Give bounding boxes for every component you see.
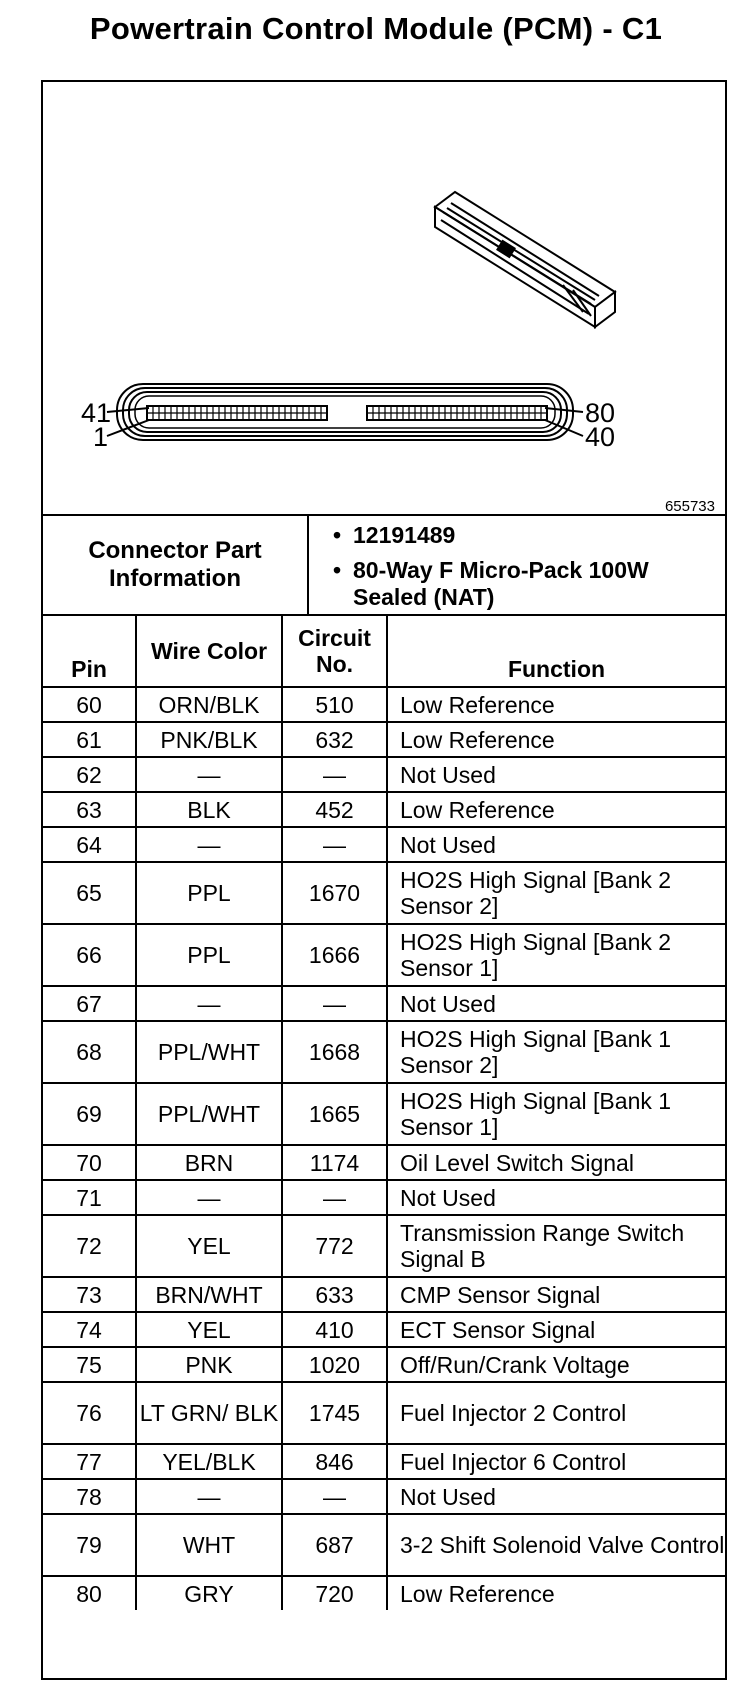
wire-color-cell: PNK bbox=[136, 1347, 282, 1382]
header-pin: Pin bbox=[43, 616, 136, 687]
figure-id: 655733 bbox=[664, 498, 715, 515]
table-row bbox=[43, 792, 725, 827]
table-row bbox=[43, 757, 725, 792]
circuit-cell: 632 bbox=[282, 722, 387, 757]
table-body bbox=[43, 687, 725, 1610]
header-wire-color: Wire Color bbox=[136, 616, 282, 687]
pin-cell: 61 bbox=[43, 722, 136, 757]
table-row bbox=[43, 1444, 725, 1479]
circuit-cell: 1665 bbox=[282, 1083, 387, 1145]
wire-color-cell: BRN/WHT bbox=[136, 1277, 282, 1312]
wire-color-cell: — bbox=[136, 1479, 282, 1514]
circuit-cell: 1670 bbox=[282, 862, 387, 924]
pinout-table bbox=[43, 616, 725, 1610]
function-cell: Not Used bbox=[387, 827, 725, 862]
table-row bbox=[43, 1083, 725, 1145]
wire-color-cell: — bbox=[136, 986, 282, 1021]
circuit-cell: 720 bbox=[282, 1576, 387, 1610]
wire-color-cell: — bbox=[136, 827, 282, 862]
wire-color-cell: BRN bbox=[136, 1145, 282, 1180]
function-cell: Not Used bbox=[387, 1180, 725, 1215]
function-cell: Off/Run/Crank Voltage bbox=[387, 1347, 725, 1382]
function-cell: Low Reference bbox=[387, 687, 725, 722]
circuit-cell: 633 bbox=[282, 1277, 387, 1312]
pin-cell: 76 bbox=[43, 1382, 136, 1444]
table-row bbox=[43, 687, 725, 722]
connector-sheet bbox=[41, 80, 727, 1680]
pin-cell: 60 bbox=[43, 687, 136, 722]
connector-info-details bbox=[309, 516, 725, 614]
table-row bbox=[43, 1145, 725, 1180]
function-cell: Low Reference bbox=[387, 722, 725, 757]
connector-3d-view bbox=[435, 192, 615, 327]
function-cell: CMP Sensor Signal bbox=[387, 1277, 725, 1312]
pin-cell: 70 bbox=[43, 1145, 136, 1180]
circuit-cell: 846 bbox=[282, 1444, 387, 1479]
function-cell: Oil Level Switch Signal bbox=[387, 1145, 725, 1180]
function-cell: Low Reference bbox=[387, 792, 725, 827]
pin-cell: 80 bbox=[43, 1576, 136, 1610]
table-row bbox=[43, 986, 725, 1021]
circuit-cell: — bbox=[282, 986, 387, 1021]
table-row bbox=[43, 862, 725, 924]
connector-figure bbox=[43, 82, 725, 516]
function-cell: Fuel Injector 6 Control bbox=[387, 1444, 725, 1479]
pin-cell: 65 bbox=[43, 862, 136, 924]
wire-color-cell: YEL/BLK bbox=[136, 1444, 282, 1479]
table-row bbox=[43, 1514, 725, 1576]
circuit-cell: 772 bbox=[282, 1215, 387, 1277]
function-cell: HO2S High Signal [Bank 1 Sensor 1] bbox=[387, 1083, 725, 1145]
table-row bbox=[43, 722, 725, 757]
wire-color-cell: WHT bbox=[136, 1514, 282, 1576]
pin-cell: 78 bbox=[43, 1479, 136, 1514]
function-cell: Low Reference bbox=[387, 1576, 725, 1610]
function-cell: 3-2 Shift Solenoid Valve Control bbox=[387, 1514, 725, 1576]
wire-color-cell: PPL bbox=[136, 924, 282, 986]
table-row bbox=[43, 1479, 725, 1514]
pin-cell: 75 bbox=[43, 1347, 136, 1382]
circuit-cell: 410 bbox=[282, 1312, 387, 1347]
pin-label-80: 80 bbox=[585, 398, 616, 428]
circuit-cell: 510 bbox=[282, 687, 387, 722]
table-row bbox=[43, 1347, 725, 1382]
connector-face-view bbox=[107, 384, 583, 440]
table-row bbox=[43, 1576, 725, 1610]
connector-info-label: Connector Part Information bbox=[43, 516, 309, 614]
circuit-cell: 1668 bbox=[282, 1021, 387, 1083]
circuit-cell: 1745 bbox=[282, 1382, 387, 1444]
pin-cell: 63 bbox=[43, 792, 136, 827]
wire-color-cell: BLK bbox=[136, 792, 282, 827]
function-cell: Not Used bbox=[387, 757, 725, 792]
table-row bbox=[43, 1021, 725, 1083]
wire-color-cell: — bbox=[136, 1180, 282, 1215]
wire-color-cell: LT GRN/ BLK bbox=[136, 1382, 282, 1444]
function-cell: HO2S High Signal [Bank 2 Sensor 1] bbox=[387, 924, 725, 986]
function-cell: Fuel Injector 2 Control bbox=[387, 1382, 725, 1444]
circuit-cell: — bbox=[282, 827, 387, 862]
wire-color-cell: PPL/WHT bbox=[136, 1083, 282, 1145]
part-number: • 12191489 bbox=[333, 522, 725, 549]
wire-color-cell: YEL bbox=[136, 1312, 282, 1347]
pin-cell: 62 bbox=[43, 757, 136, 792]
header-function: Function bbox=[387, 616, 725, 687]
table-row bbox=[43, 1277, 725, 1312]
table-row bbox=[43, 827, 725, 862]
wire-color-cell: YEL bbox=[136, 1215, 282, 1277]
pin-label-1: 1 bbox=[93, 422, 109, 452]
pin-cell: 74 bbox=[43, 1312, 136, 1347]
pin-cell: 73 bbox=[43, 1277, 136, 1312]
wire-color-cell: ORN/BLK bbox=[136, 687, 282, 722]
table-row bbox=[43, 924, 725, 986]
table-header-row bbox=[43, 616, 725, 687]
circuit-cell: 1020 bbox=[282, 1347, 387, 1382]
pin-cell: 64 bbox=[43, 827, 136, 862]
wire-color-cell: PNK/BLK bbox=[136, 722, 282, 757]
pin-cell: 67 bbox=[43, 986, 136, 1021]
table-row bbox=[43, 1180, 725, 1215]
function-cell: ECT Sensor Signal bbox=[387, 1312, 725, 1347]
circuit-cell: — bbox=[282, 757, 387, 792]
circuit-cell: — bbox=[282, 1180, 387, 1215]
header-circuit-no: Circuit No. bbox=[282, 616, 387, 687]
connector-part-info bbox=[43, 516, 725, 616]
pin-label-40: 40 bbox=[585, 422, 616, 452]
function-cell: Transmission Range Switch Signal B bbox=[387, 1215, 725, 1277]
connector-description: • 80-Way F Micro-Pack 100W Sealed (NAT) bbox=[333, 557, 725, 611]
circuit-cell: — bbox=[282, 1479, 387, 1514]
table-row bbox=[43, 1382, 725, 1444]
pin-label-41: 41 bbox=[81, 398, 112, 428]
pin-cell: 79 bbox=[43, 1514, 136, 1576]
pin-cell: 77 bbox=[43, 1444, 136, 1479]
function-cell: HO2S High Signal [Bank 1 Sensor 2] bbox=[387, 1021, 725, 1083]
circuit-cell: 1174 bbox=[282, 1145, 387, 1180]
wire-color-cell: PPL bbox=[136, 862, 282, 924]
table-row bbox=[43, 1312, 725, 1347]
function-cell: Not Used bbox=[387, 986, 725, 1021]
pin-cell: 69 bbox=[43, 1083, 136, 1145]
wire-color-cell: — bbox=[136, 757, 282, 792]
connector-drawing bbox=[43, 82, 725, 514]
pin-cell: 72 bbox=[43, 1215, 136, 1277]
table-row bbox=[43, 1215, 725, 1277]
wire-color-cell: GRY bbox=[136, 1576, 282, 1610]
pin-cell: 66 bbox=[43, 924, 136, 986]
function-cell: HO2S High Signal [Bank 2 Sensor 2] bbox=[387, 862, 725, 924]
pin-cell: 71 bbox=[43, 1180, 136, 1215]
wire-color-cell: PPL/WHT bbox=[136, 1021, 282, 1083]
function-cell: Not Used bbox=[387, 1479, 725, 1514]
circuit-cell: 1666 bbox=[282, 924, 387, 986]
circuit-cell: 452 bbox=[282, 792, 387, 827]
circuit-cell: 687 bbox=[282, 1514, 387, 1576]
pin-cell: 68 bbox=[43, 1021, 136, 1083]
page-title: Powertrain Control Module (PCM) - C1 bbox=[89, 11, 663, 46]
